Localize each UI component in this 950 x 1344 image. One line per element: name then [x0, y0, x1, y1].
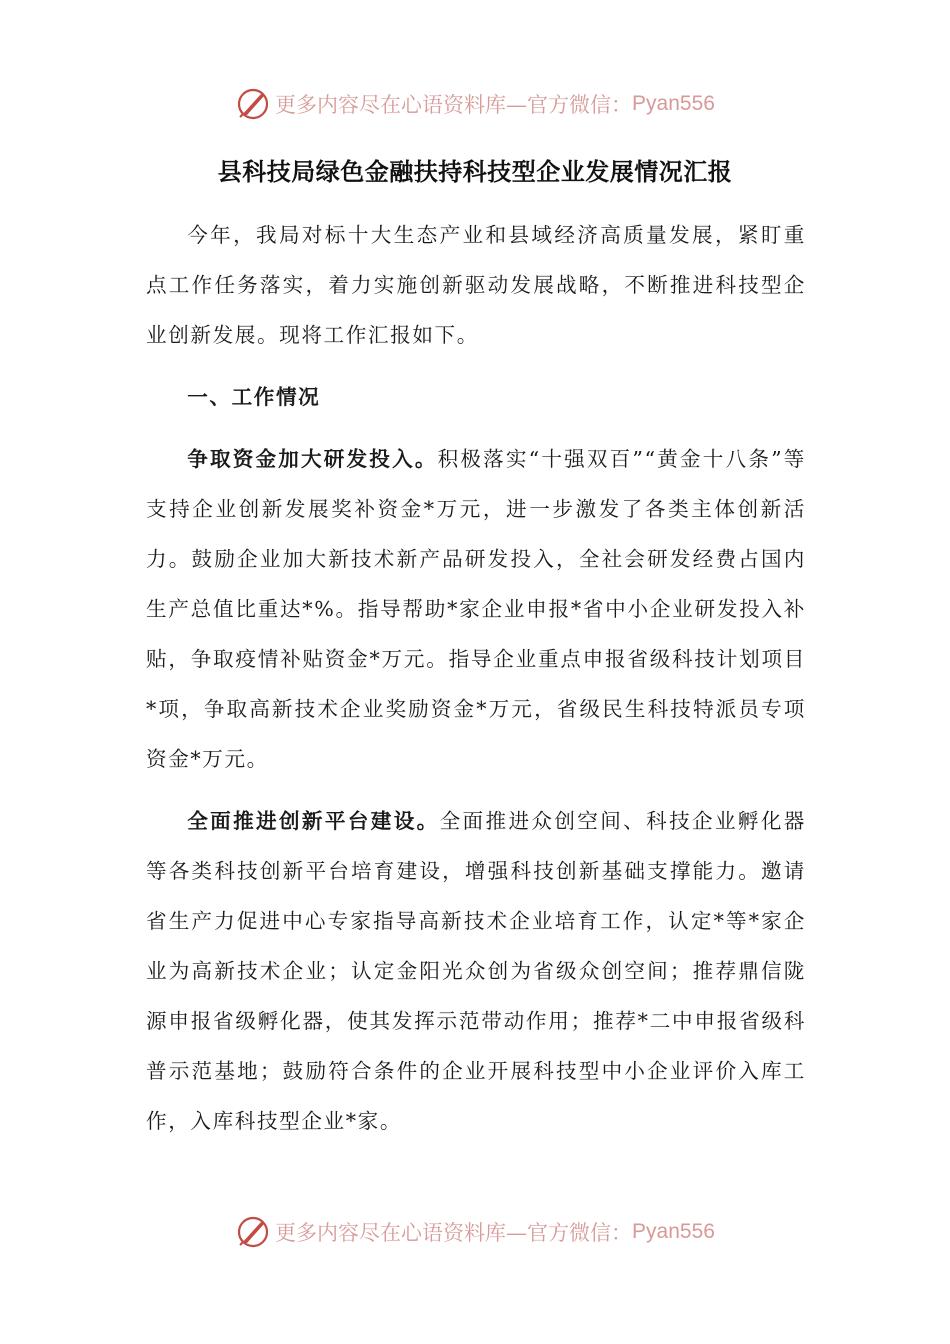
- watermark-banner-bottom: [0, 1212, 950, 1252]
- section-heading: 一、工作情况: [187, 385, 321, 409]
- paragraph-funding-body: 积极落实“十强双百”“黄金十八条”等支持企业创新发展奖补资金*万元，进一步激发了各类主体创新活力。鼓励企业加大新技术新产品研发投入，全社会研发经费占国内生产总值比重达*%。指导帮助*家企业申报*省中小企业研发投入补贴，争取疫情补贴资金*万元。指导企业重点申报省级科技计划项目*项，争取高新技术企业奖励资金*万元，省级民生科技特派员专项资金*万元。: [146, 447, 806, 771]
- watermark-text: 更多内容尽在心语资料库—官方微信：: [275, 1221, 633, 1245]
- watermark-wechat-id: Pyan556: [632, 92, 715, 115]
- document-title: 县科技局绿色金融扶持科技型企业发展情况汇报: [217, 158, 733, 186]
- intro-paragraph: 今年，我局对标十大生态产业和县域经济高质量发展，紧盯重点工作任务落实，着力实施创新驱动发展战略，不断推进科技型企业创新发展。现将工作汇报如下。: [146, 223, 806, 347]
- watermark-wechat-id: Pyan556: [632, 1220, 715, 1243]
- paragraph-platform: [146, 796, 806, 1146]
- paragraph-funding-lead: 争取资金加大研发投入。: [187, 447, 438, 471]
- paragraph-funding: [146, 434, 806, 784]
- watermark-text: 更多内容尽在心语资料库—官方微信：: [275, 93, 633, 117]
- watermark-banner-top: [0, 84, 950, 124]
- paragraph-platform-lead: 全面推进创新平台建设。: [187, 809, 440, 833]
- document-body: [146, 210, 806, 1146]
- paragraph-platform-body: 全面推进众创空间、科技企业孵化器等各类科技创新平台培育建设，增强科技创新基础支撑能力。邀请省生产力促进中心专家指导高新技术企业培育工作，认定*等*家企业为高新技术企业；认定金阳光众创为省级众创空间；推荐鼎信陇源申报省级孵化器，使其发挥示范带动作用；推荐*二中申报省级科普示范基地；鼓励符合条件的企业开展科技型中小企业评价入库工作，入库科技型企业*家。: [146, 809, 806, 1133]
- quill-logo-icon: [235, 1214, 271, 1250]
- quill-logo-icon: [235, 86, 271, 122]
